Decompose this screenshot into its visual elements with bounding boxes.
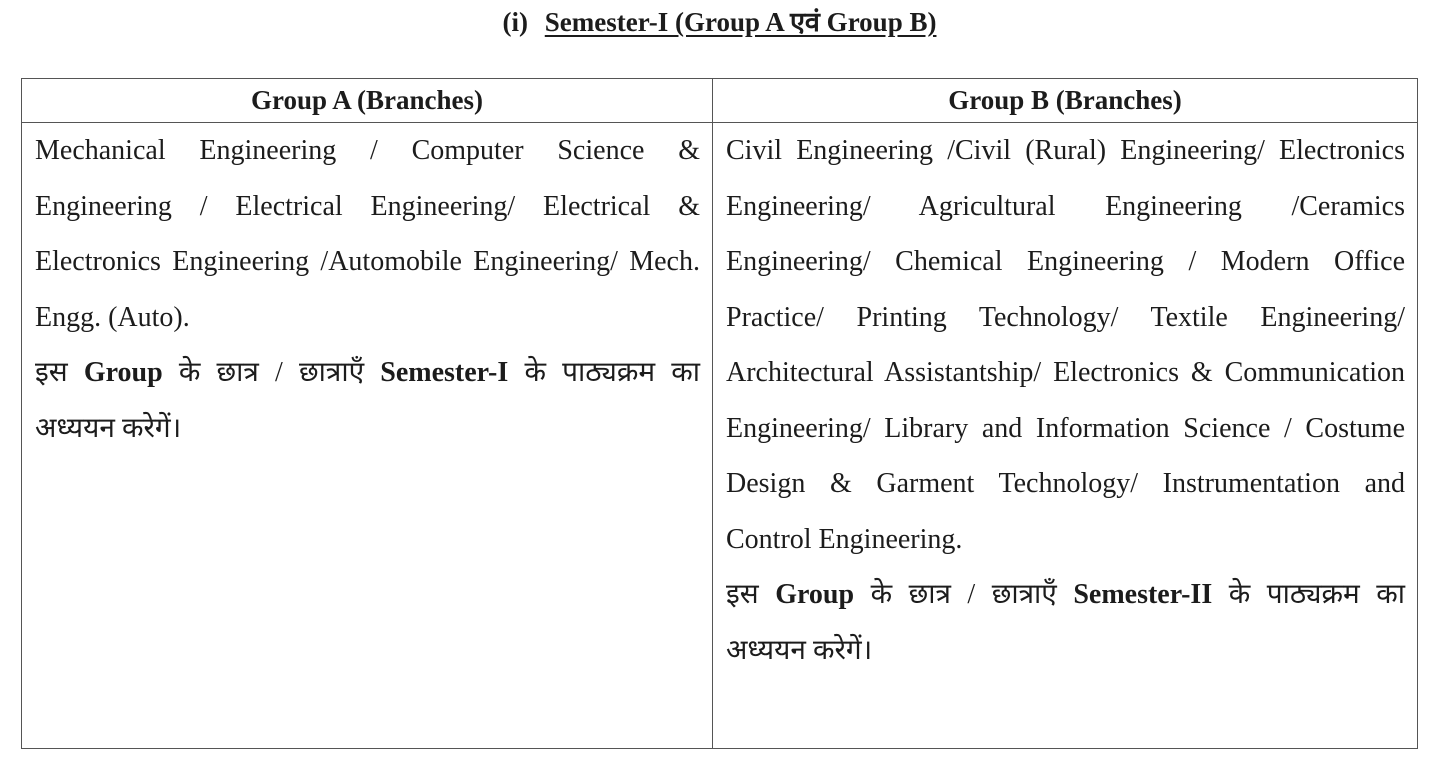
group-b-note-semester: Semester-II [1073, 579, 1213, 610]
column-header-group-a: Group A (Branches) [22, 79, 713, 123]
group-a-note-suffix: के पाठ्यक्रम का अध्ययन करेगें। [35, 357, 701, 444]
table-row [22, 123, 1418, 749]
group-a-note-group: Group [83, 357, 163, 388]
group-table [21, 78, 1418, 749]
group-b-note [726, 567, 1405, 678]
group-b-cell [713, 123, 1418, 749]
group-b-note-prefix: इस [726, 579, 759, 610]
section-heading [0, 2, 1439, 42]
group-a-note-semester: Semester-I [380, 357, 509, 388]
group-a-note-mid: के छात्र / छात्राएँ [178, 357, 365, 388]
group-a-branches: Mechanical Engineering / Computer Science & Engineering / Electrical Engineering/ Electrical & Electronics Engineering /Automobile Engineering/ Mech. Engg. (Auto). [35, 135, 700, 333]
table-header-row [22, 79, 1418, 123]
group-a-note-prefix: इस [35, 357, 68, 388]
group-b-note-suffix: के पाठ्यक्रम का अध्ययन करेगें। [726, 579, 1406, 666]
group-a-cell [22, 123, 713, 749]
section-number: (i) [502, 7, 529, 37]
group-b-note-group: Group [775, 579, 855, 610]
group-a-note [35, 345, 700, 456]
column-header-group-b: Group B (Branches) [713, 79, 1418, 123]
section-title: Semester-I (Group A एवं Group B) [544, 7, 937, 37]
group-b-note-mid: के छात्र / छात्राएँ [870, 579, 1057, 610]
group-b-branches: Civil Engineering /Civil (Rural) Engineering/ Electronics Engineering/ Agricultural Engineering /Ceramics Engineering/ Chemical Engineering / Modern Office Practice/ Printing Technology/ Textile Engineering/ Architectural Assistantship/ Electronics & Communication Engineering/ Library and Information Science / Costume Design & Garment Technology/ Instrumentation and Control Engineering. [726, 135, 1405, 555]
